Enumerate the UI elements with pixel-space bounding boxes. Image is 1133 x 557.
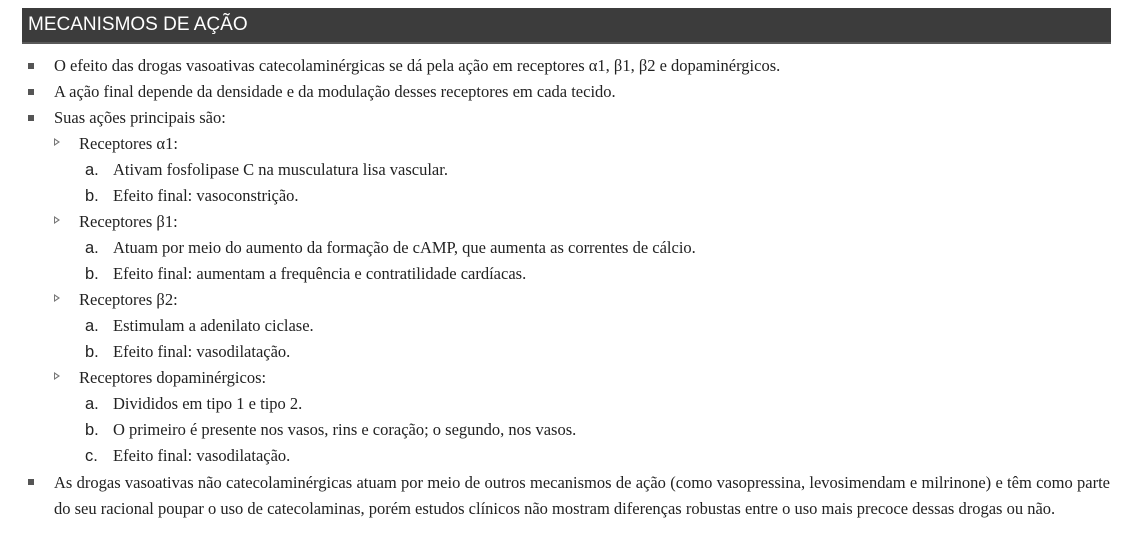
list-marker: c. (85, 447, 98, 465)
list-item: Divididos em tipo 1 e tipo 2. (113, 394, 303, 413)
list-marker: b. (85, 187, 99, 205)
receptor-title: Receptores β2: (79, 290, 178, 309)
section-title: MECANISMOS DE AÇÃO (28, 14, 248, 35)
bullet-text: As drogas vasoativas não catecolaminérgicas atuam por meio de outros mecanismos de ação (como vasopressina, levosimendam e milrinone) e têm como parte do seu racional poupar o uso de catecolaminas, porém estudos clínicos não mostram diferenças robustas entre o uso mais precoce dessas drogas ou não. (54, 473, 1110, 518)
list-item: Efeito final: aumentam a frequência e contratilidade cardíacas. (113, 264, 527, 283)
list-marker: b. (85, 343, 99, 361)
square-bullet-icon (28, 89, 34, 95)
list-item: O primeiro é presente nos vasos, rins e coração; o segundo, nos vasos. (113, 420, 577, 439)
list-item: Efeito final: vasodilatação. (113, 446, 291, 465)
list-item: Estimulam a adenilato ciclase. (113, 316, 314, 335)
list-marker: a. (85, 395, 99, 413)
triangle-bullet-icon (54, 294, 60, 302)
square-bullet-icon (28, 63, 34, 69)
bullet-text: Suas ações principais são: (54, 108, 226, 127)
list-marker: b. (85, 421, 99, 439)
list-item: Atuam por meio do aumento da formação de cAMP, que aumenta as correntes de cálcio. (113, 238, 696, 257)
receptor-title: Receptores dopaminérgicos: (79, 368, 267, 387)
list-marker: a. (85, 317, 99, 335)
section-header (22, 8, 1111, 44)
bullet-text: O efeito das drogas vasoativas catecolaminérgicas se dá pela ação em receptores α1, β1, β2 e dopaminérgicos. (54, 56, 781, 75)
receptor-title: Receptores β1: (79, 212, 178, 231)
list-item: Efeito final: vasodilatação. (113, 342, 291, 361)
square-bullet-icon (28, 115, 34, 121)
triangle-bullet-icon (54, 372, 60, 380)
bullet-text: A ação final depende da densidade e da modulação desses receptores em cada tecido. (54, 82, 616, 101)
square-bullet-icon (28, 479, 34, 485)
triangle-bullet-icon (54, 138, 60, 146)
list-item: Ativam fosfolipase C na musculatura lisa vascular. (113, 160, 448, 179)
list-marker: a. (85, 161, 99, 179)
list-item: Efeito final: vasoconstrição. (113, 186, 299, 205)
triangle-bullet-icon (54, 216, 60, 224)
list-marker: b. (85, 265, 99, 283)
receptor-title: Receptores α1: (79, 134, 178, 153)
list-marker: a. (85, 239, 99, 257)
